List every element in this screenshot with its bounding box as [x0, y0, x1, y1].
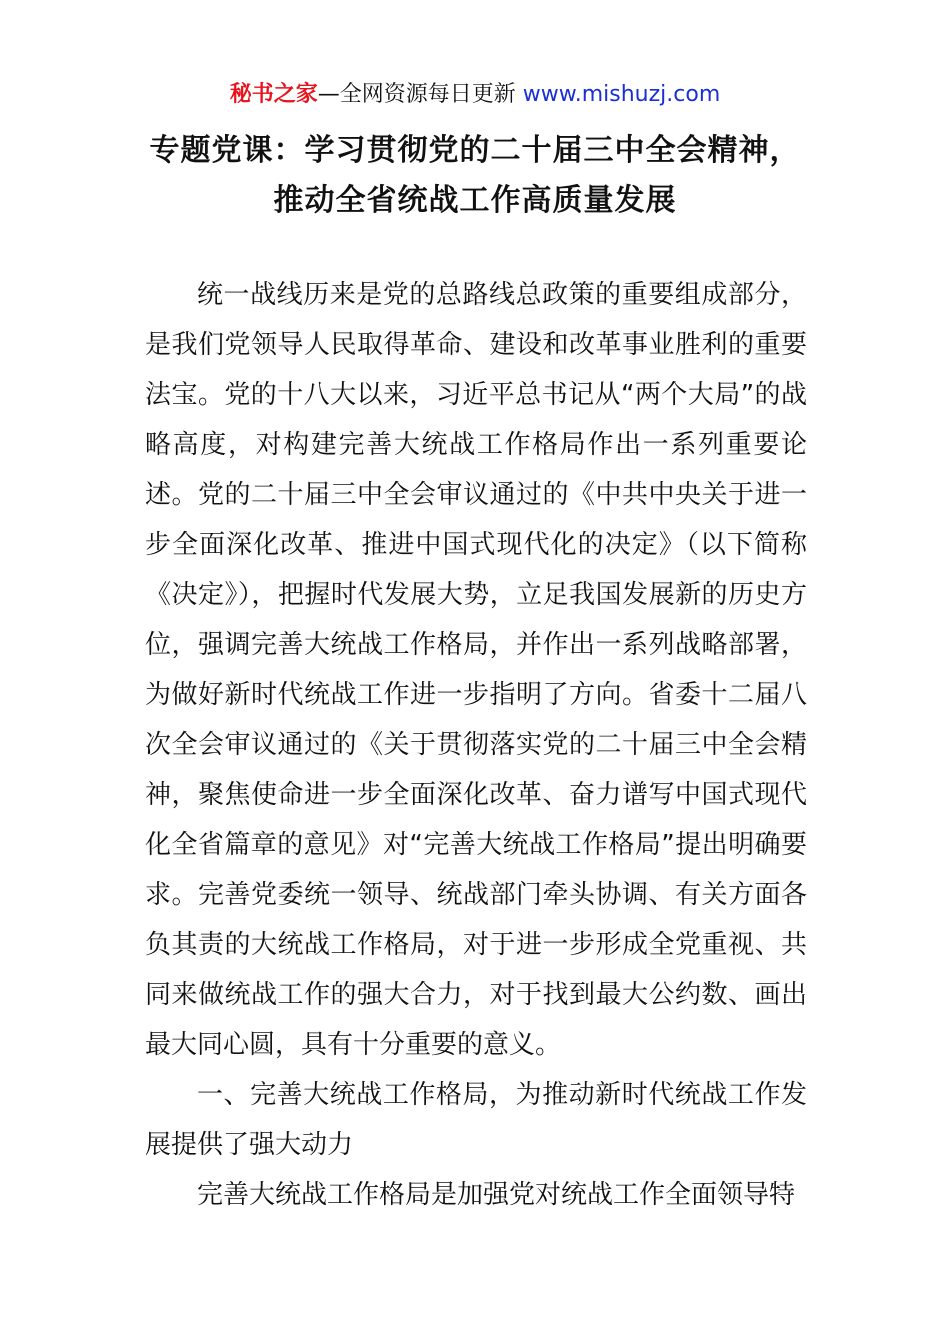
site-url-link[interactable]: www.mishuzj.com — [522, 82, 721, 107]
section-heading-1: 一、完善大统战工作格局，为推动新时代统战工作发展提供了强大动力 — [145, 1080, 807, 1160]
paragraph-intro: 统一战线历来是党的总路线总政策的重要组成部分，是我们党领导人民取得革命、建设和改革事业胜利的重要法宝。党的十八大以来，习近平总书记从“两个大局”的战略高度，对构建完善大统战工作格局作出一系列重要论述。党的二十届三中全会审议通过的《中共中央关于进一步全面深化改革、推进中国式现代化的决定》（以下简称《决定》），把握时代发展大势，立足我国发展新的历史方位，强调完善大统战工作格局，并作出一系列战略部署，为做好新时代统战工作进一步指明了方向。省委十二届八次全会审议通过的《关于贯彻落实党的二十届三中全会精神，聚焦使命进一步全面深化改革、奋力谱写中国式现代化全省篇章的意见》对“完善大统战工作格局”提出明确要求。完善党委统一领导、统战部门牵头协调、有关方面各负其责的大统战工作格局，对于进一步形成全党重视、共同来做统战工作的强大合力，对于找到最大公约数、画出最大同心圆，具有十分重要的意义。 — [145, 280, 807, 1060]
site-slogan: —全网资源每日更新 — [317, 82, 523, 107]
document-title: 专题党课：学习贯彻党的二十届三中全会精神，推动全省统战工作高质量发展 — [149, 133, 801, 218]
document-body — [145, 270, 807, 1220]
site-brand: 秘书之家 — [229, 82, 318, 107]
site-header — [0, 80, 950, 110]
paragraph-section-1: 完善大统战工作格局是加强党对统战工作全面领导特 — [197, 1180, 796, 1210]
